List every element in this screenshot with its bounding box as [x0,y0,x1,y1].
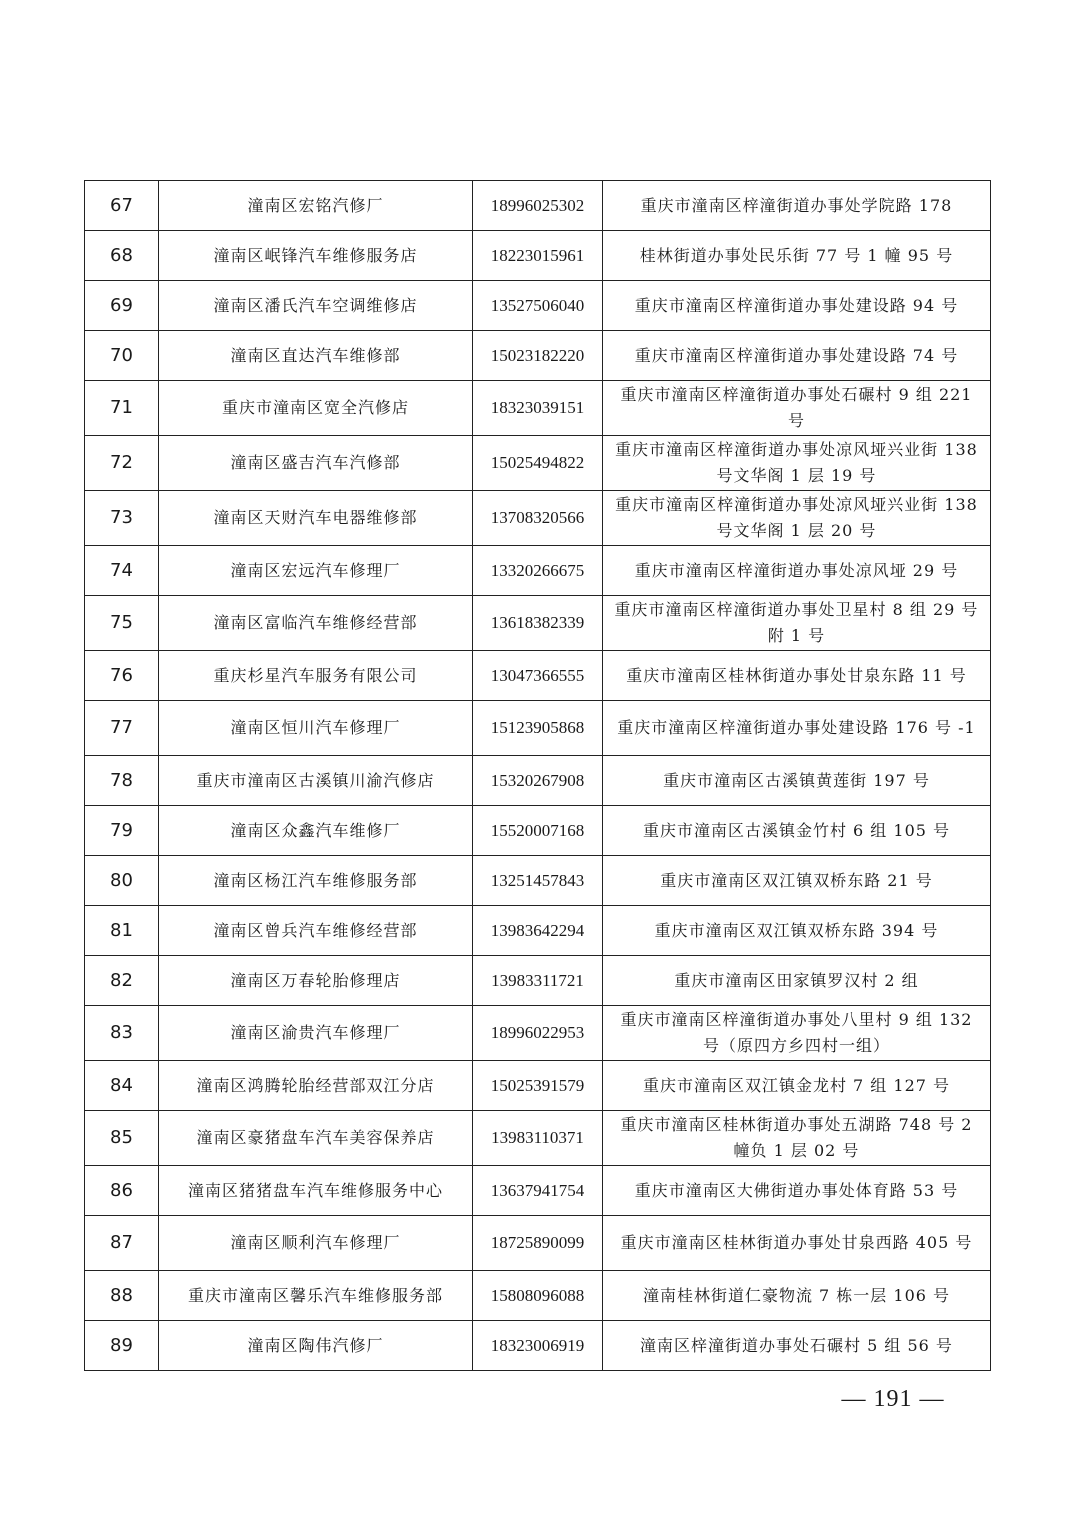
address-cell: 重庆市潼南区梓潼街道办事处凉风垭兴业街 138 号文华阁 1 层 20 号 [603,491,991,546]
phone-cell: 15808096088 [473,1271,603,1321]
row-number-cell: 70 [85,331,159,381]
phone-cell: 18996022953 [473,1006,603,1061]
address-cell: 重庆市潼南区桂林街道办事处甘泉东路 11 号 [603,651,991,701]
shop-name-cell: 潼南区陶伟汽修厂 [159,1321,473,1371]
address-cell: 重庆市潼南区梓潼街道办事处建设路 74 号 [603,331,991,381]
row-number-cell: 74 [85,546,159,596]
row-number-cell: 71 [85,381,159,436]
row-number-cell: 68 [85,231,159,281]
address-cell: 重庆市潼南区梓潼街道办事处建设路 176 号 -1 [603,701,991,756]
row-number-cell: 82 [85,956,159,1006]
phone-cell: 15025494822 [473,436,603,491]
shop-name-cell: 潼南区豪猪盘车汽车美容保养店 [159,1111,473,1166]
row-number-cell: 79 [85,806,159,856]
shop-name-cell: 潼南区渝贵汽车修理厂 [159,1006,473,1061]
address-cell: 重庆市潼南区桂林街道办事处甘泉西路 405 号 [603,1216,991,1271]
phone-cell: 18996025302 [473,181,603,231]
row-number-cell: 72 [85,436,159,491]
shop-name-cell: 潼南区盛吉汽车汽修部 [159,436,473,491]
row-number-cell: 77 [85,701,159,756]
row-number-cell: 81 [85,906,159,956]
phone-cell: 15520007168 [473,806,603,856]
table-row [85,1111,991,1166]
row-number-cell: 84 [85,1061,159,1111]
table-row [85,281,991,331]
address-cell: 重庆市潼南区大佛街道办事处体育路 53 号 [603,1166,991,1216]
row-number-cell: 80 [85,856,159,906]
shop-name-cell: 重庆市潼南区古溪镇川渝汽修店 [159,756,473,806]
phone-cell: 15320267908 [473,756,603,806]
phone-cell: 18323039151 [473,381,603,436]
phone-cell: 13527506040 [473,281,603,331]
phone-cell: 15123905868 [473,701,603,756]
phone-cell: 13983311721 [473,956,603,1006]
table-row [85,1006,991,1061]
address-cell: 重庆市潼南区梓潼街道办事处凉风垭 29 号 [603,546,991,596]
row-number-cell: 87 [85,1216,159,1271]
table-row [85,1061,991,1111]
phone-cell: 18323006919 [473,1321,603,1371]
phone-cell: 13320266675 [473,546,603,596]
shop-name-cell: 潼南区曾兵汽车维修经营部 [159,906,473,956]
shop-name-cell: 潼南区潘氏汽车空调维修店 [159,281,473,331]
address-cell: 重庆市潼南区梓潼街道办事处学院路 178 [603,181,991,231]
table-row [85,651,991,701]
address-cell: 重庆市潼南区双江镇金龙村 7 组 127 号 [603,1061,991,1111]
phone-cell: 13251457843 [473,856,603,906]
address-cell: 重庆市潼南区梓潼街道办事处卫星村 8 组 29 号附 1 号 [603,596,991,651]
shop-name-cell: 潼南区宏远汽车修理厂 [159,546,473,596]
phone-cell: 15025391579 [473,1061,603,1111]
row-number-cell: 67 [85,181,159,231]
table-row [85,906,991,956]
repair-shop-table [84,180,991,1371]
phone-cell: 13708320566 [473,491,603,546]
shop-name-cell: 潼南区众鑫汽车维修厂 [159,806,473,856]
table-row [85,181,991,231]
table-row [85,701,991,756]
table-body [85,181,991,1371]
address-cell: 重庆市潼南区梓潼街道办事处石碾村 9 组 221 号 [603,381,991,436]
table-row [85,546,991,596]
page-number: — 191 — [841,1386,945,1412]
shop-name-cell: 重庆市潼南区馨乐汽车维修服务部 [159,1271,473,1321]
shop-name-cell: 潼南区直达汽车维修部 [159,331,473,381]
table-row [85,856,991,906]
table-row [85,331,991,381]
shop-name-cell: 潼南区杨江汽车维修服务部 [159,856,473,906]
shop-name-cell: 潼南区鸿腾轮胎经营部双江分店 [159,1061,473,1111]
phone-cell: 15023182220 [473,331,603,381]
address-cell: 重庆市潼南区双江镇双桥东路 394 号 [603,906,991,956]
address-cell: 重庆市潼南区梓潼街道办事处凉风垭兴业街 138 号文华阁 1 层 19 号 [603,436,991,491]
address-cell: 潼南桂林街道仁豪物流 7 栋一层 106 号 [603,1271,991,1321]
shop-name-cell: 潼南区万春轮胎修理店 [159,956,473,1006]
row-number-cell: 76 [85,651,159,701]
row-number-cell: 69 [85,281,159,331]
row-number-cell: 88 [85,1271,159,1321]
shop-name-cell: 潼南区岷锋汽车维修服务店 [159,231,473,281]
shop-name-cell: 重庆市潼南区宽全汽修店 [159,381,473,436]
table-row [85,596,991,651]
phone-cell: 13983110371 [473,1111,603,1166]
table-row [85,806,991,856]
address-cell: 重庆市潼南区梓潼街道办事处建设路 94 号 [603,281,991,331]
table-row [85,756,991,806]
row-number-cell: 86 [85,1166,159,1216]
shop-name-cell: 潼南区宏铭汽修厂 [159,181,473,231]
phone-cell: 13618382339 [473,596,603,651]
row-number-cell: 85 [85,1111,159,1166]
shop-name-cell: 潼南区天财汽车电器维修部 [159,491,473,546]
shop-name-cell: 重庆杉星汽车服务有限公司 [159,651,473,701]
table-row [85,1216,991,1271]
shop-name-cell: 潼南区富临汽车维修经营部 [159,596,473,651]
table-row [85,1271,991,1321]
phone-cell: 13047366555 [473,651,603,701]
address-cell: 重庆市潼南区双江镇双桥东路 21 号 [603,856,991,906]
table-row [85,491,991,546]
row-number-cell: 73 [85,491,159,546]
address-cell: 重庆市潼南区田家镇罗汉村 2 组 [603,956,991,1006]
table-row [85,436,991,491]
phone-cell: 13637941754 [473,1166,603,1216]
address-cell: 潼南区梓潼街道办事处石碾村 5 组 56 号 [603,1321,991,1371]
address-cell: 重庆市潼南区古溪镇金竹村 6 组 105 号 [603,806,991,856]
phone-cell: 13983642294 [473,906,603,956]
shop-name-cell: 潼南区猪猪盘车汽车维修服务中心 [159,1166,473,1216]
address-cell: 重庆市潼南区桂林街道办事处五湖路 748 号 2 幢负 1 层 02 号 [603,1111,991,1166]
phone-cell: 18223015961 [473,231,603,281]
address-cell: 桂林街道办事处民乐街 77 号 1 幢 95 号 [603,231,991,281]
address-cell: 重庆市潼南区梓潼街道办事处八里村 9 组 132 号（原四方乡四村一组） [603,1006,991,1061]
row-number-cell: 75 [85,596,159,651]
table-row [85,1321,991,1371]
shop-name-cell: 潼南区顺利汽车修理厂 [159,1216,473,1271]
phone-cell: 18725890099 [473,1216,603,1271]
row-number-cell: 89 [85,1321,159,1371]
shop-name-cell: 潼南区恒川汽车修理厂 [159,701,473,756]
row-number-cell: 83 [85,1006,159,1061]
table-row [85,231,991,281]
table-row [85,956,991,1006]
row-number-cell: 78 [85,756,159,806]
table-row [85,381,991,436]
address-cell: 重庆市潼南区古溪镇黄莲街 197 号 [603,756,991,806]
table-row [85,1166,991,1216]
